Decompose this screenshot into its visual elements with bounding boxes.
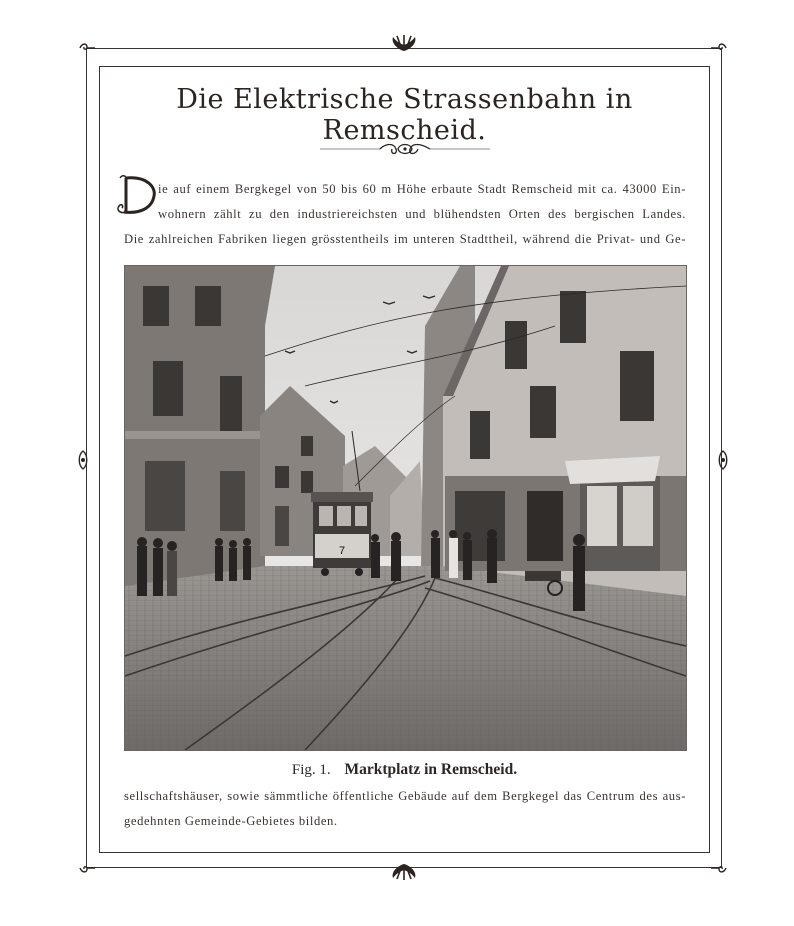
tram-car bbox=[311, 492, 373, 576]
corner-flourish-icon bbox=[78, 861, 96, 875]
text-line-4: sellschaftshäuser, sowie sämmtliche öffentliche Gebäude auf dem Bergkegel das Centrum des aus- bbox=[124, 789, 686, 803]
marktplatz-photograph bbox=[124, 265, 687, 751]
text-line-1: ie auf einem Bergkegel von 50 bis 60 m Höhe erbaute Stadt Remscheid mit ca. 43000 Ein- bbox=[158, 182, 686, 196]
title-divider-flourish-icon bbox=[320, 140, 490, 158]
figure-caption bbox=[99, 761, 710, 779]
side-ornament-icon bbox=[716, 450, 730, 470]
text-line-3: Die zahlreichen Fabriken liegen grösstentheils im unteren Stadttheil, während die Privat- und Ge- bbox=[124, 232, 686, 246]
text-line-5: gedehnten Gemeinde-Gebietes bilden. bbox=[124, 814, 338, 828]
figure-number: Fig. 1. bbox=[291, 762, 331, 778]
corner-flourish-icon bbox=[710, 41, 728, 55]
side-ornament-icon bbox=[76, 450, 90, 470]
tram-number: 7 bbox=[338, 545, 346, 557]
corner-flourish-icon bbox=[78, 41, 96, 55]
bottom-palmette-ornament-icon bbox=[387, 862, 421, 882]
dropcap-letter-d bbox=[114, 172, 160, 218]
figure-caption-title: Marktplatz in Remscheid. bbox=[344, 761, 518, 778]
corner-flourish-icon bbox=[710, 861, 728, 875]
page-title: Die Elektrische Strassenbahn in Remscheid. bbox=[176, 84, 633, 146]
top-palmette-ornament-icon bbox=[387, 33, 421, 53]
text-line-2: wohnern zählt zu den industriereichsten und blühendsten Orten des bergischen Landes. bbox=[158, 207, 686, 221]
